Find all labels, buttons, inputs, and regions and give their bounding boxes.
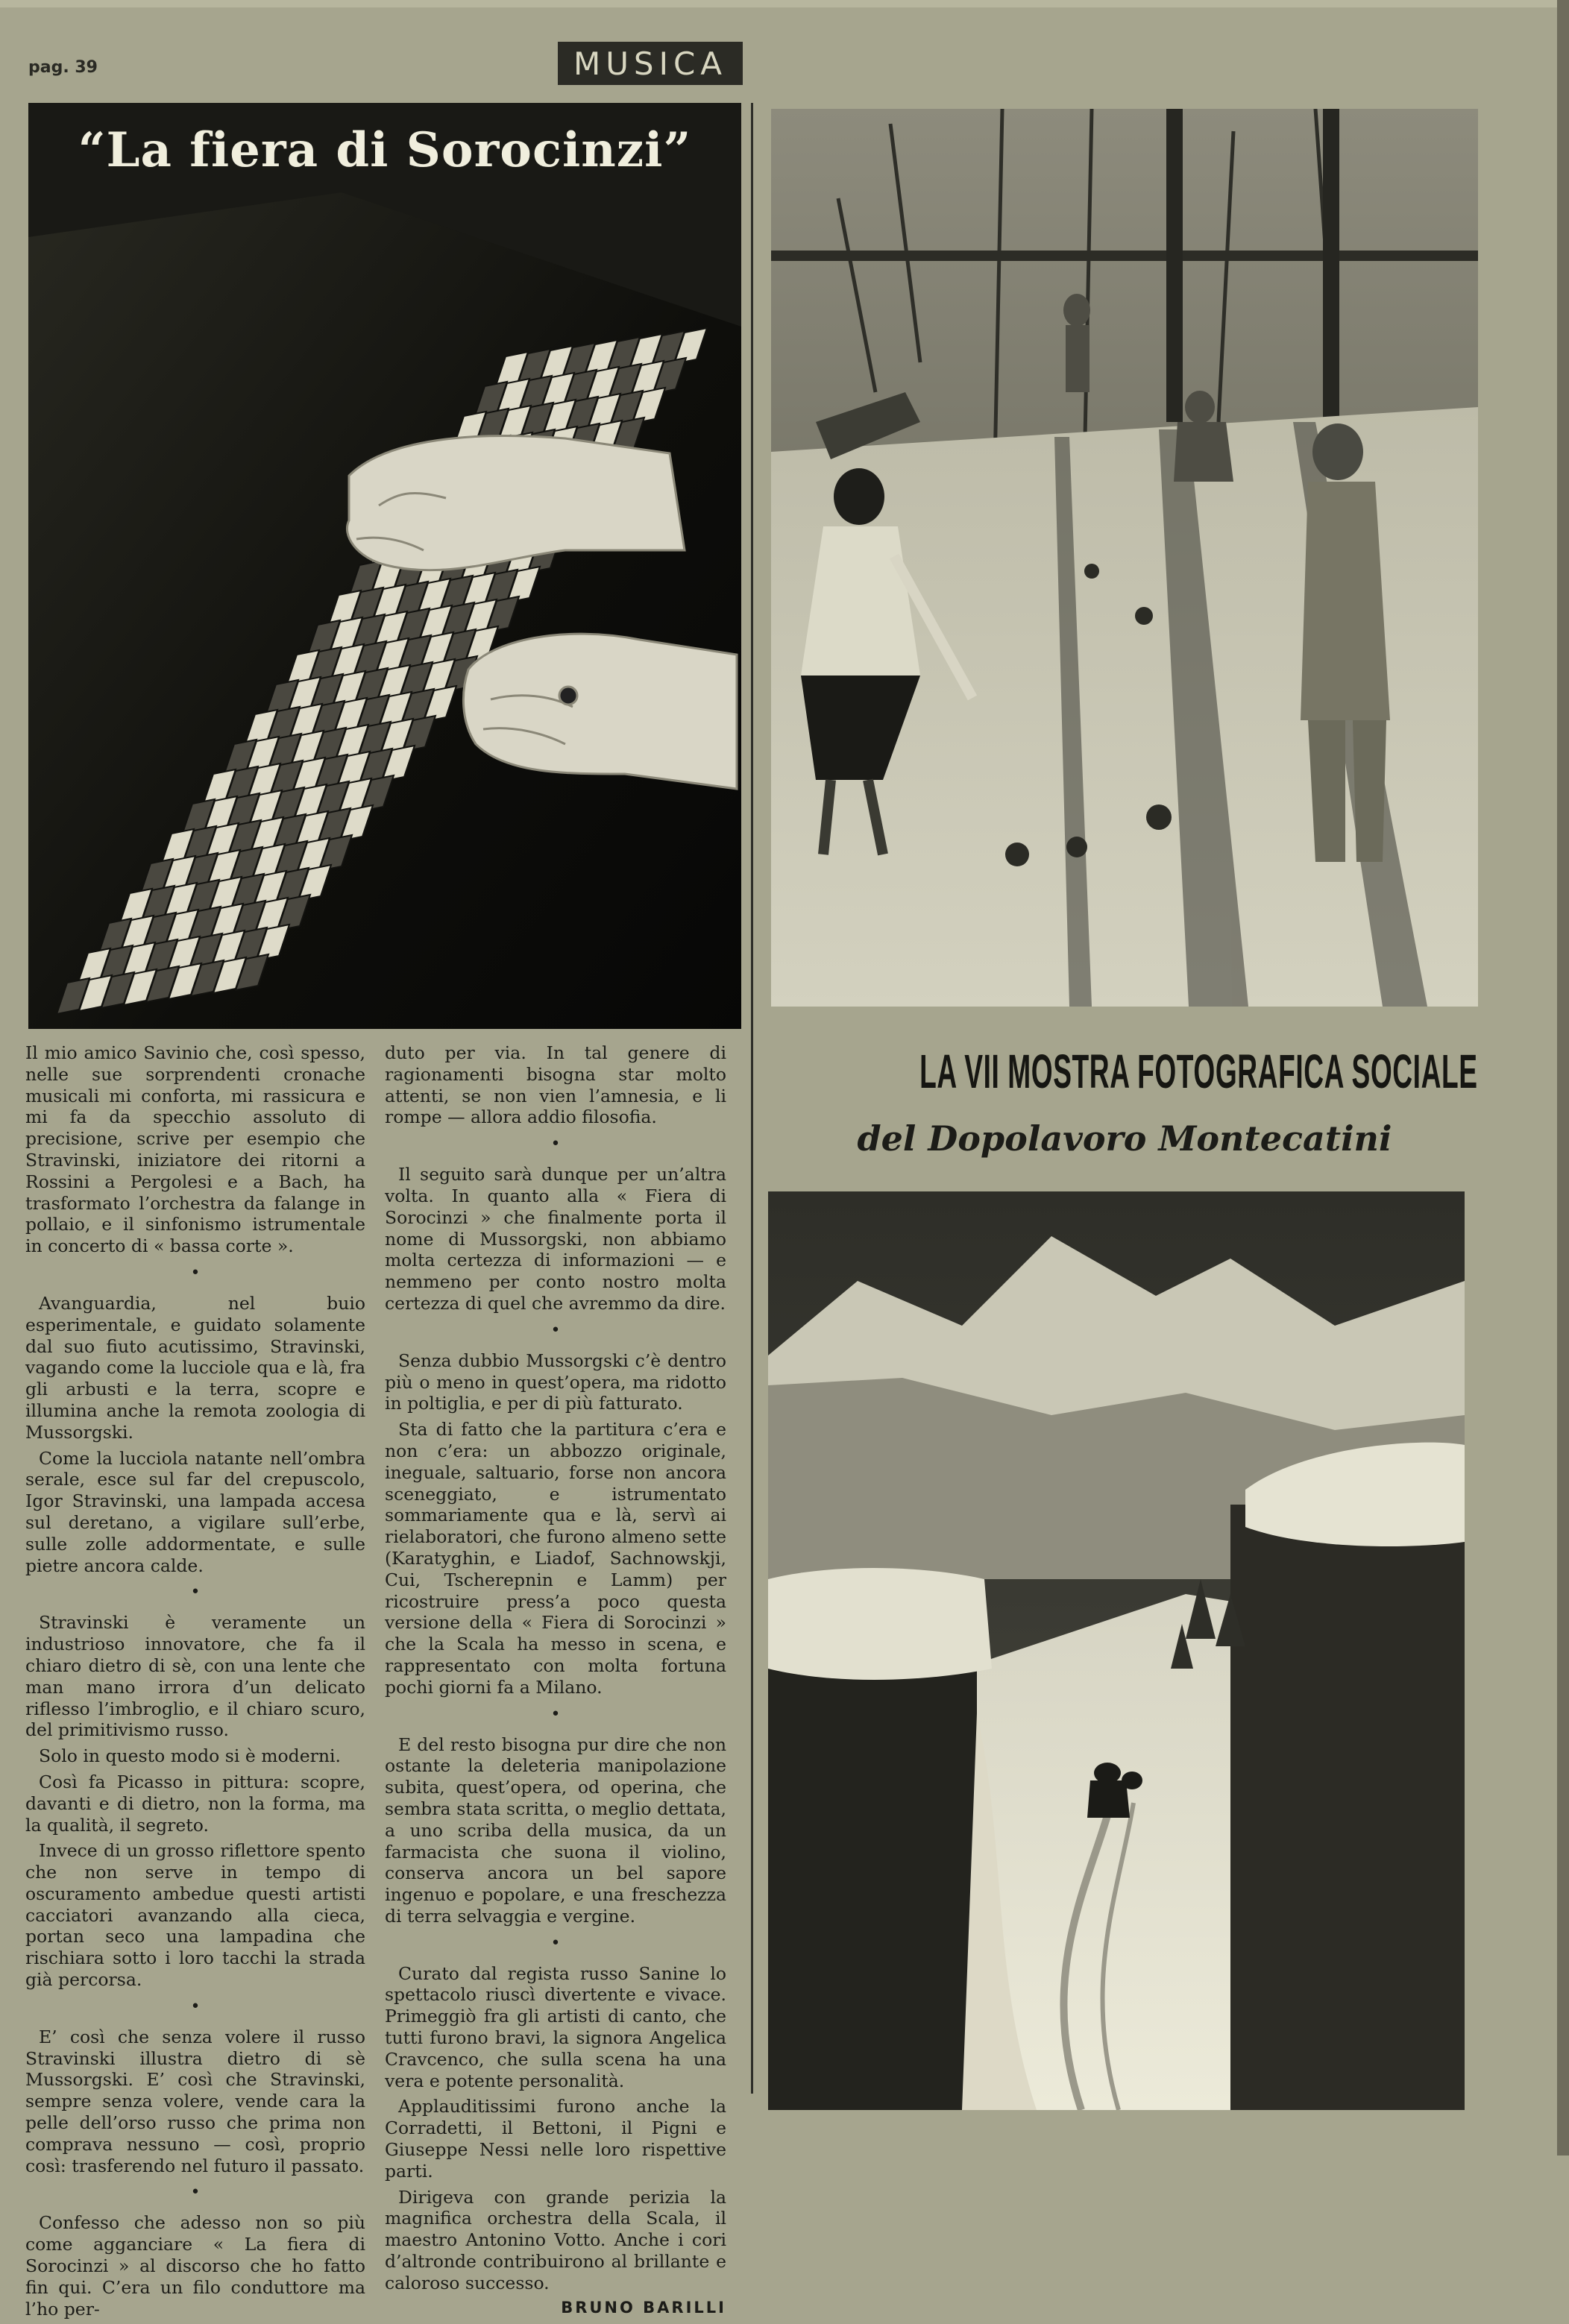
- piano-keyboard-illustration: [28, 103, 741, 1029]
- snow-village-illustration: [768, 1191, 1465, 2110]
- section-label: MUSICA: [558, 42, 743, 85]
- article-paragraph: Invece di un grosso riflettore spento che non serve in tempo di oscuramento ambedue questi artisti cacciatori avanzando alla cieca, portan seco una lampadina che rischiara sotto i loro tacchi la strada già percorsa.: [25, 1840, 365, 1991]
- article-paragraph: Il mio amico Savinio che, così spesso, nelle sue sorprendenti cronache musicali mi conforta, mi rassicura e mi fa da specchio assoluto di precisione, scrive per esempio che Stravinski, iniziatore dei ritorni a Rossini a Pergolesi e a Bach, ha trasformato l’orchestra da falange in pollaio, e il sinfonismo istrumentale in concerto di « bassa corte ».: [25, 1042, 365, 1257]
- section-bullet: •: [190, 2183, 201, 2202]
- article-paragraph: Il seguito sarà dunque per un’altra volta. In quanto alla « Fiera di Sorocinzi » che finalmente porta il nome di Mussorgski, non abbiamo molta certezza di informazioni — e nemmeno per conto nostro molta certezza di quel che avremmo da dire.: [385, 1164, 726, 1314]
- section-bullet: •: [190, 1583, 201, 1602]
- snow-mountain-photo: [768, 1191, 1465, 2110]
- article-column-left: [25, 1042, 365, 2324]
- article-paragraph: Stravinski è veramente un industrioso innovatore, che fa il chiaro dietro di sè, con una lente che man mano irrora d’un delicato riflesso l’imbroglio, e il chiaro scuro, del primitivismo russo.: [25, 1612, 365, 1741]
- page-top-edge: [0, 0, 1569, 7]
- article-paragraph: E del resto bisogna pur dire che non ostante la deleteria manipolazione subita, quest’opera, od operina, che sembra stata scritta, o meglio dettata, a uno scriba della musica, da un farmacista che suona il violino, conserva ancora un bel sapore ingenuo e popolare, e una freschezza di terra selvaggia e vergine.: [385, 1733, 726, 1927]
- article-paragraph: Così fa Picasso in pittura: scopre, davanti e di dietro, non la forma, ma la qualità, il segreto.: [25, 1771, 365, 1836]
- column-divider: [751, 103, 753, 2094]
- article-paragraph: Dirigeva con grande perizia la magnifica orchestra della Scala, il maestro Antonino Votto. Anche i cori d’altronde contribuirono al brillante e caloroso successo.: [385, 2186, 726, 2293]
- article-byline: BRUNO BARILLI: [561, 2298, 726, 2317]
- article-paragraph: E’ così che senza volere il russo Stravinski illustra dietro di sè Mussorgski. E’ così che Stravinski, sempre senza volere, vende cara la pelle dell’orso russo che prima non comprava nessuno — così, proprio così: trasferendo nel futuro il passato.: [25, 2026, 365, 2176]
- section-bullet: •: [190, 1997, 201, 2016]
- article-paragraph: Solo in questo modo si è moderni.: [39, 1745, 341, 1767]
- article-title: “La fiera di Sorocinzi”: [78, 122, 692, 178]
- bocce-players-photo: [771, 109, 1478, 1007]
- article-paragraph: Avanguardia, nel buio esperimentale, e guidato solamente dal suo fiuto acutissimo, Stravinski, vagando come la lucciole qua e là, fra gli arbusti e la terra, scopre e illumina anche la remota zoologia di Mussorgski.: [25, 1292, 365, 1443]
- article-column-right: [385, 1042, 726, 2317]
- section-bullet: •: [550, 1135, 561, 1154]
- article-paragraph: duto per via. In tal genere di ragionamenti bisogna star molto attenti, se non vien l’amnesia, e li rompe — allora addio filosofia.: [385, 1042, 726, 1128]
- exhibition-subtitle: del Dopolavoro Montecatini: [857, 1118, 1392, 1159]
- bocce-court-illustration: [771, 109, 1478, 1007]
- article-paragraph: Senza dubbio Mussorgski c’è dentro più o meno in quest’opera, ma ridotto in poltiglia, e per di più fatturato.: [385, 1350, 726, 1414]
- section-bullet: •: [550, 1933, 561, 1953]
- article-paragraph: Applauditissimi furono anche la Corradetti, il Bettoni, il Pigni e Giuseppe Nessi nelle loro rispettive parti.: [385, 2096, 726, 2182]
- page-number: pag. 39: [28, 58, 98, 77]
- article-paragraph: Curato dal regista russo Sanine lo spettacolo riuscì divertente e vivace. Primeggiò fra gli artisti di canto, che tutti furono bravi, la signora Angelica Cravcenco, che sulla scena ha una vera e potente personalità.: [385, 1962, 726, 2091]
- section-bullet: •: [550, 1704, 561, 1724]
- article-paragraph: Confesso che adesso non so più come agganciare « La fiera di Sorocinzi » al discorso che ho fatto fin qui. C’era un filo conduttore ma l’ho per-: [25, 2212, 365, 2320]
- section-bullet: •: [550, 1320, 561, 1340]
- piano-keyboard-photo: [28, 103, 741, 1029]
- article-paragraph: Come la lucciola natante nell’ombra serale, esce sul far del crepuscolo, Igor Stravinski, una lampada accesa sul deretano, a vigilare sull’erbe, sulle zolle addormentate, e sulle pietre ancora calde.: [25, 1447, 365, 1576]
- page-right-edge: [1557, 0, 1569, 2155]
- exhibition-title: LA VII MOSTRA FOTOGRAFICA SOCIALE: [919, 1045, 1478, 1098]
- section-bullet: •: [190, 1263, 201, 1282]
- article-paragraph: Sta di fatto che la partitura c’era e non c’era: un abbozzo originale, ineguale, saltuario, forse non ancora sceneggiato, e istrumentato sommariamente qua e là, servì ai rielaboratori, che furono almeno sette (Karatyghin, e Liadof, Sachnowskji, Cui, Tscherepnin e Lamm) per ricostruire press’a poco questa versione della « Fiera di Sorocinzi » che la Scala ha messo in scena, e rappresentato con molta fortuna pochi giorni fa a Milano.: [385, 1419, 726, 1698]
